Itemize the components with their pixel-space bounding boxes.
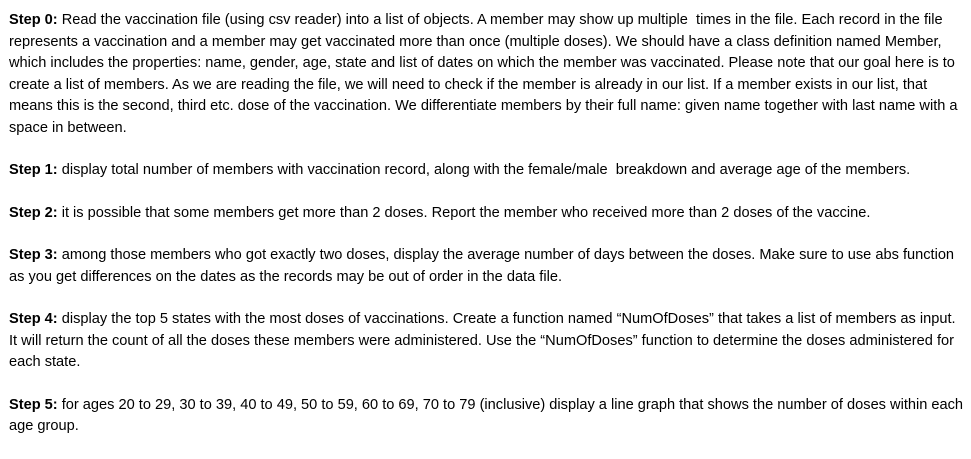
paragraph-step-0 [9,10,966,139]
paragraph-step-5 [9,395,966,438]
step-5-text: for ages 20 to 29, 30 to 39, 40 to 49, 50 to 59, 60 to 69, 70 to 79 (inclusive) display a line graph that shows the number of doses within each age group. [9,396,968,434]
paragraph-step-1 [9,160,966,182]
step-4-text: display the top 5 states with the most doses of vaccinations. Create a function named “NumOfDoses” that takes a list of members as input. It will return the count of all the doses these members were administered. Use the “NumOfDoses” function to determine the doses administered for each state. [9,311,960,370]
step-3-text: among those members who got exactly two doses, display the average number of days between the doses. Make sure to use abs function as you get differences on the dates as the records may be out of order in the data file. [9,247,959,285]
step-1-label: Step 1: [9,162,58,178]
step-1-text: display total number of members with vaccination record, along with the female/male breakdown and average age of the members. [57,162,911,178]
step-0-text: Read the vaccination file (using csv reader) into a list of objects. A member may show up multiple times in the file. Each record in the file represents a vaccination and a member may get vaccinated more than once (multiple doses). We should have a class definition named Member, which includes the properties: name, gender, age, state and list of dates on which the member was vaccinated. Please note that our goal here is to create a list of members. As we are reading the file, we will need to check if the member is already in our list. If a member exists in our list, that means this is the second, third etc. dose of the vaccination. We differentiate members by their full name: given name together with last name with a space in between. [9,12,962,136]
paragraph-step-4 [9,309,966,374]
step-2-text: it is possible that some members get more than 2 doses. Report the member who received more than 2 doses of the vaccine. [57,204,871,221]
paragraph-step-3 [9,245,966,288]
step-2-label: Step 2: [9,204,58,221]
paragraph-step-2 [9,203,966,225]
step-0-label: Step 0: [9,12,58,28]
step-5-label: Step 5: [9,396,58,413]
step-4-label: Step 4: [9,311,58,327]
step-3-label: Step 3: [9,247,58,263]
